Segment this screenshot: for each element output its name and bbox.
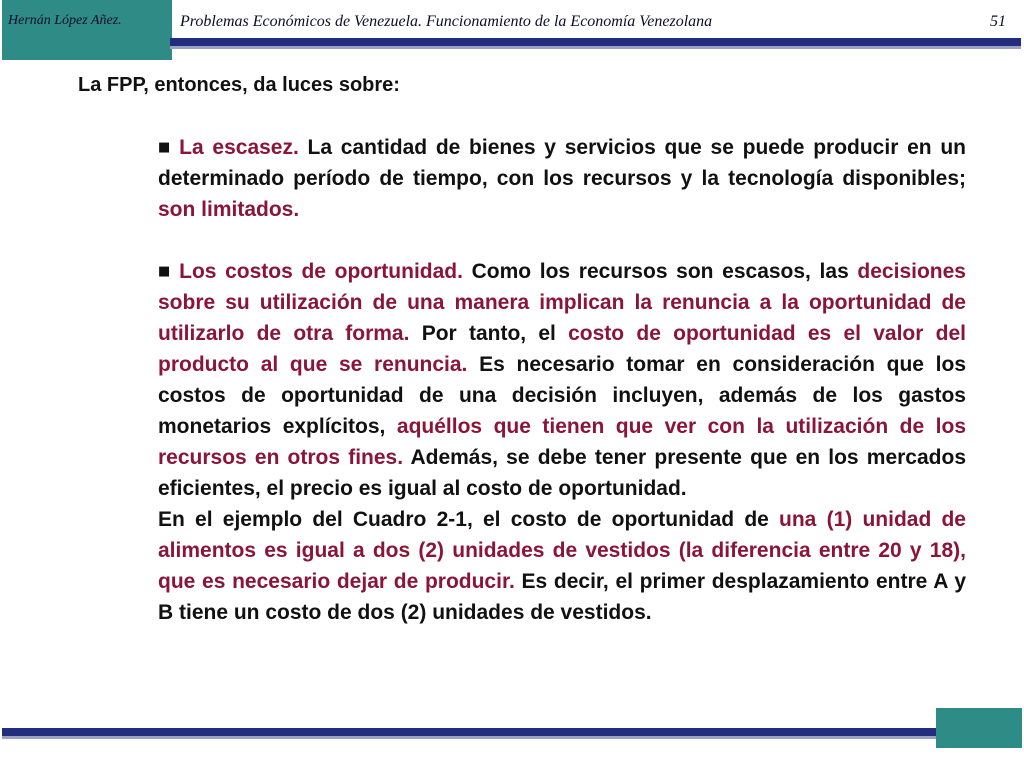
header-title: Problemas Económicos de Venezuela. Funcionamiento de la Economía Venezolana [180,13,713,30]
header-teal-block [2,0,172,60]
bullet-accent-text: decisiones sobre su utilización de una manera implican la renuncia a la oportunidad de utilizarlo de otra forma. [158,260,966,345]
page-number: 51 [990,13,1006,30]
bottom-rule-shadow [2,736,936,739]
bullet-text: Es necesario tomar en consideración que los costos de oportunidad de una decisión incluyen, además de los gastos monetarios explícitos, [158,353,966,438]
bullet-escasez [158,132,966,225]
top-rule [170,38,1021,46]
bottom-rule [2,728,936,736]
bullet-costos-oportunidad [158,256,966,504]
bullet-emphasis: son limitados. [158,198,300,221]
bullet-text: Por tanto, el [409,322,569,345]
example-paragraph [158,504,966,628]
square-bullet-icon: ■ [158,140,174,155]
footer-teal-block [936,708,1022,748]
header-author: Hernán López Añez. [8,13,122,28]
bullet-text: La cantidad de bienes y servicios que se puede producir en un determinado período de tiempo, con los recursos y la tecnología disponibles; [158,136,966,190]
square-bullet-icon: ■ [158,264,174,279]
bullet-accent-text: costo de oportunidad es el valor del producto al que se renuncia. [158,322,967,376]
bullet-text: Además, se debe tener presente que en los mercados eficientes, el precio es igual al costo de oportunidad. [158,446,966,500]
top-rule-shadow [170,46,1021,49]
bullet-text: Como los recursos son escasos, las [462,260,858,283]
example-text: En el ejemplo del Cuadro 2-1, el costo de oportunidad de [158,508,780,531]
bullet-accent-text: aquéllos que tienen que ver con la utilización de los recursos en otros fines. [158,415,966,469]
example-accent-text: una (1) unidad de alimentos es igual a dos (2) unidades de vestidos (la diferencia entre 20 y 18), que es necesario dejar de producir. [158,508,966,593]
slide-heading: La FPP, entonces, da luces sobre: [78,74,400,96]
slide-body [158,132,966,628]
bullet-term: Los costos de oportunidad. [179,260,463,283]
example-text: Es decir, el primer desplazamiento entre A y B tiene un costo de dos (2) unidades de vestidos. [158,570,967,624]
bullet-term: La escasez. [179,136,299,159]
